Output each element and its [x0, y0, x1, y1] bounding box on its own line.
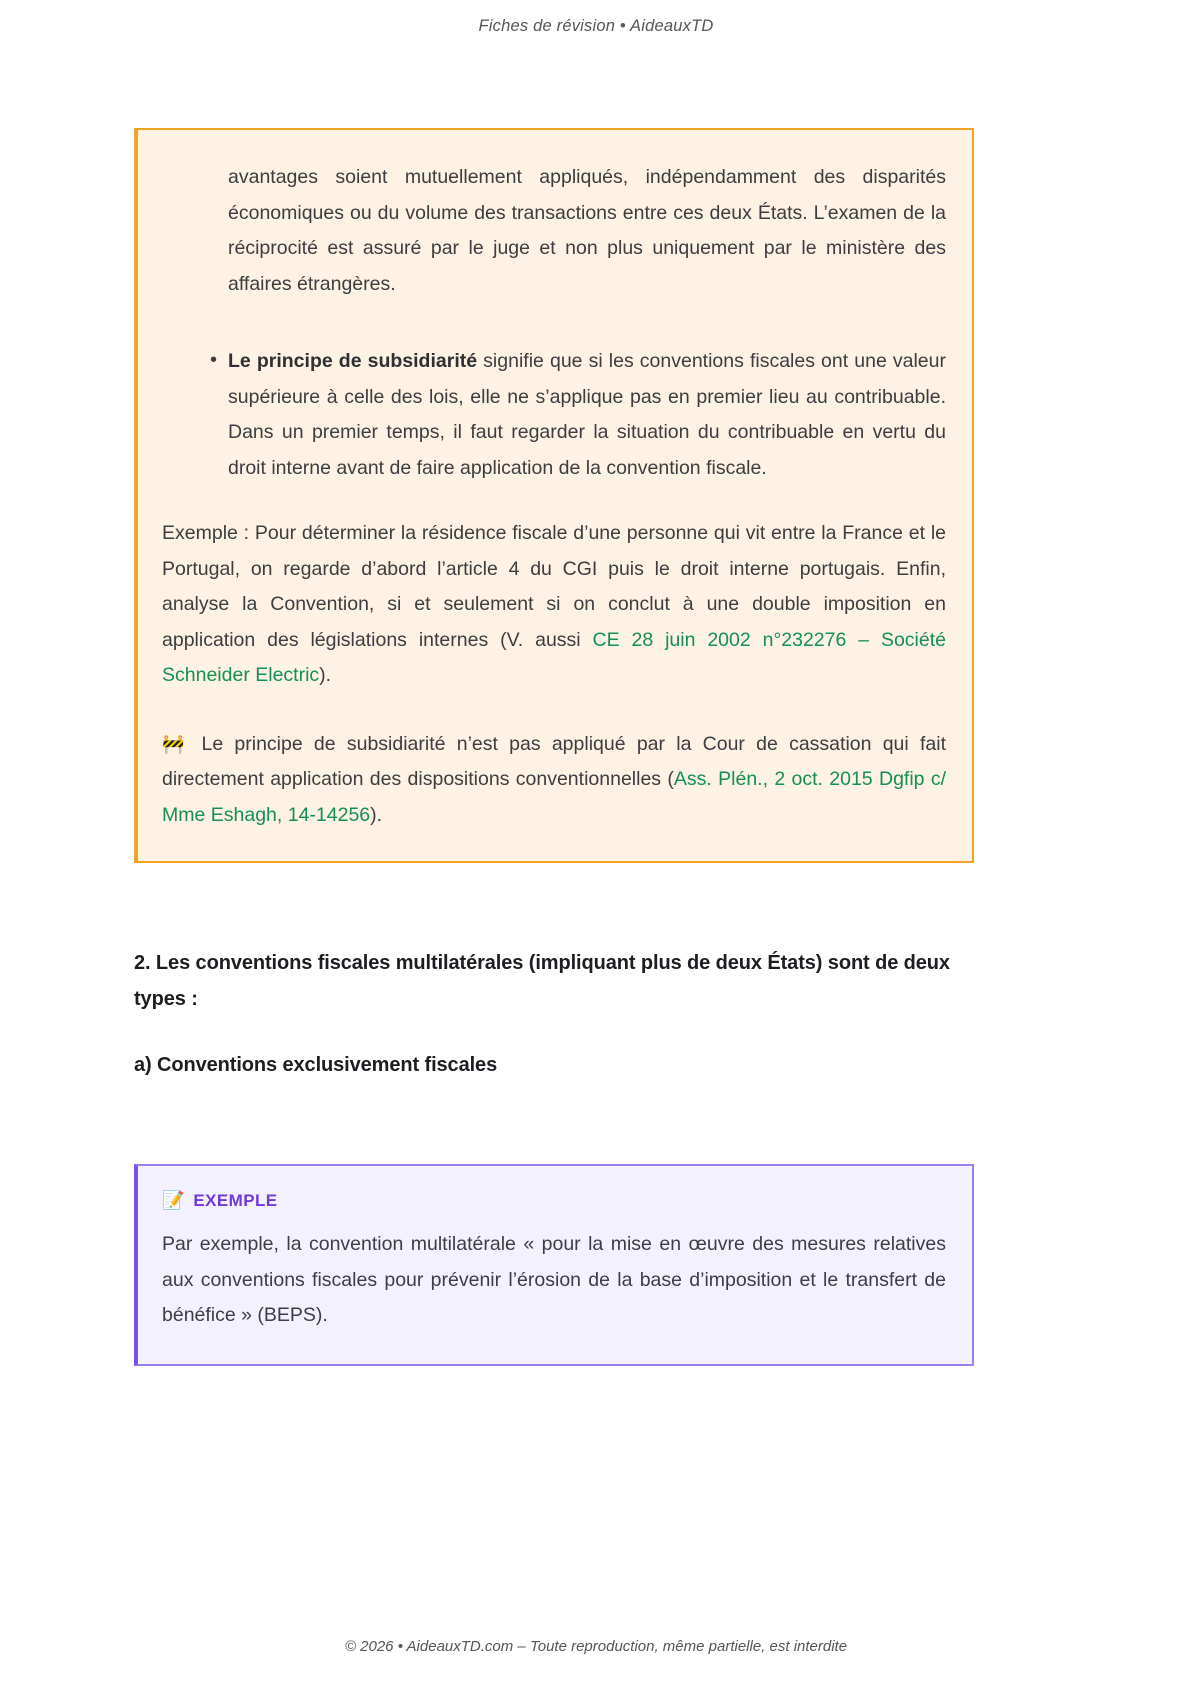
warning-text-after: ).: [370, 803, 383, 826]
bullet-bold-lead: Le principe de subsidiarité: [228, 350, 478, 372]
example-paragraph: [162, 516, 948, 694]
continued-paragraph: avantages soient mutuellement appliqués, indépendamment des disparités économiques ou du volume des transactions entre ces deux États. L’examen de la réciprocité est assuré par le juge et non plus uniquement par le ministère des affaires étrangères.: [228, 166, 946, 295]
warning-text-before: Le principe de subsidiarité n’est pas appliqué par la Cour de cassation qui fait directement application des dispositions conventionnelles (: [162, 732, 946, 790]
document-content: [134, 128, 974, 1366]
callout-example-header: [162, 1190, 948, 1211]
example-text-purple: Exemple : Pour déterminer la résidence fiscale d’une personne qui vit entre la France et le Portugal, on regarde d’abord l’article 4 du CGI puis le droit interne portugais. Enfin, analyse la Convention, si et seulement si on conclut à une double imposition en application des législations internes (V. aussi: [162, 522, 946, 651]
section-heading-2: 2. Les conventions fiscales multilatérales (impliquant plus de deux États) sont de deux types :: [134, 952, 950, 1010]
example-closing-punctuation: ).: [319, 664, 332, 686]
case-citation-eshagh: Ass. Plén., 2 oct. 2015 Dgfip c/ Mme Eshagh, 14-14256: [162, 768, 947, 826]
running-header: Fiches de révision • AideauxTD: [478, 17, 714, 35]
heading-block: [134, 945, 974, 1083]
running-footer: © 2026 • AideauxTD.com – Toute reproduction, même partielle, est interdite: [344, 1638, 848, 1655]
callout-example-body: Par exemple, la convention multilatérale « pour la mise en œuvre des mesures relatives aux conventions fiscales pour prévenir l’érosion de la base d’imposition et le transfert de bénéfice » (BEPS).: [162, 1233, 946, 1326]
bullet-list: [162, 344, 948, 486]
section-heading-a: a) Conventions exclusivement fiscales: [134, 1054, 498, 1076]
warning-paragraph: [162, 727, 948, 834]
list-item: [162, 344, 948, 486]
callout-orange: [134, 128, 974, 863]
memo-icon: 📝: [162, 1190, 185, 1211]
construction-sign-icon: 🚧: [162, 733, 191, 755]
callout-example: [134, 1164, 974, 1366]
callout-example-label: EXEMPLE: [193, 1190, 278, 1210]
case-citation-schneider: CE 28 juin 2002 n°232276 – Société Schneider Electric: [162, 628, 946, 686]
bullet-body-text: signifie que si les conventions fiscales ont une valeur supérieure à celle des lois, elle ne s’applique pas en premier lieu au contribuable. Dans un premier temps, il faut regarder la situation du contribuable en vertu du droit interne avant de faire application de la convention fiscale.: [228, 350, 946, 479]
